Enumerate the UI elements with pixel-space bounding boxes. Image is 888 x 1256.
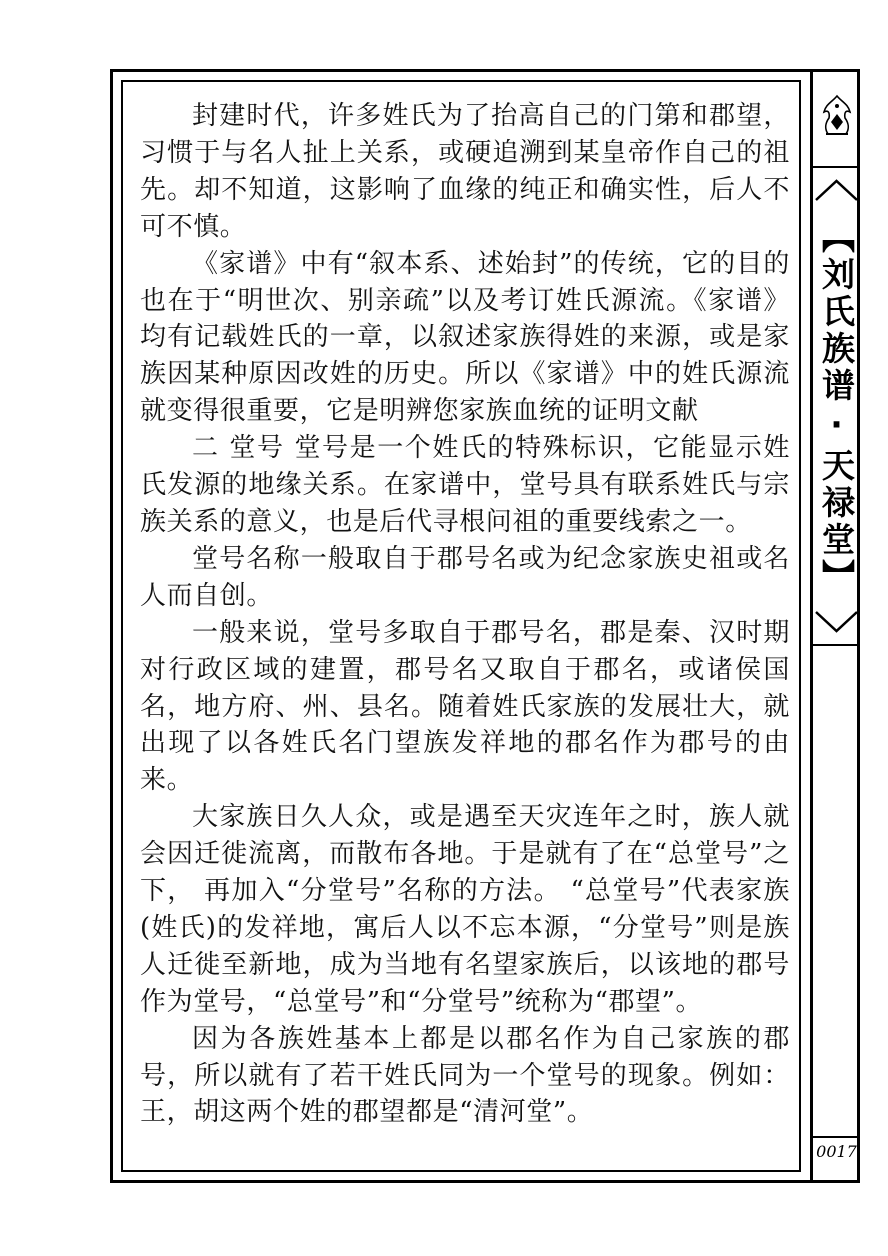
- paragraph: 二 堂号 堂号是一个姓氏的特殊标识，它能显示姓氏发源的地缘关系。在家谱中，堂号具有联系姓氏与宗族关系的意义，也是后代寻根问祖的重要线索之一。: [140, 433, 790, 537]
- emblem-icon: [818, 92, 856, 138]
- paragraph: 封建时代，许多姓氏为了抬高自己的门第和郡望，习惯于与名人扯上关系，或硬追溯到某皇帝作自己的祖先。却不知道，这影响了血缘的纯正和确实性，后人不可不慎。: [140, 101, 790, 242]
- paragraph: 一般来说，堂号多取自于郡号名，郡是秦、汉时期对行政区域的建置，郡号名又取自于郡名，或诸侯国名，地方府、州、县名。随着姓氏家族的发展壮大，就出现了以各姓氏名门望族发祥地的郡名作为郡号的由来。: [140, 617, 790, 796]
- paragraph: 《家谱》中有“叙本系、述始封”的传统，它的目的也在于“明世次、别亲疏”以及考订姓氏源流。《家谱》均有记载姓氏的一章，以叙述家族得姓的来源，或是家族因某种原因改姓的历史。所以《家谱》中的姓氏源流就变得很重要，它是明辨您家族血统的证明文献: [140, 248, 790, 427]
- paragraph: 堂号名称一般取自于郡号名或为纪念家族史祖或名人而自创。: [140, 543, 790, 611]
- side-rule-bottom: [813, 644, 860, 646]
- side-rule-top: [813, 166, 860, 168]
- paragraph: 因为各族姓基本上都是以郡名作为自己家族的郡号，所以就有了若干姓氏同为一个堂号的现象。例如：王，胡这两个姓的郡望都是“清河堂”。: [140, 1023, 790, 1128]
- body-text: [140, 98, 790, 1131]
- side-rule-page: [813, 1136, 860, 1138]
- paragraph: 大家族日久人众，或是遇至天灾连年之时，族人就会因迁徙流离，而散布各地。于是就有了在“总堂号”之下， 再加入“分堂号”名称的方法。 “总堂号”代表家族(姓氏)的发祥地，寓后人以不忘本源，“分堂号”则是族人迁徙至新地，成为当地有名望家族后，以该地的郡号作为堂号，“总堂号”和“分堂号”统称为“郡望”。: [140, 802, 790, 1017]
- page-number: 0017: [816, 1142, 857, 1161]
- side-title: [813, 198, 860, 618]
- side-title-text: 【刘氏族谱·天禄堂】: [817, 220, 856, 596]
